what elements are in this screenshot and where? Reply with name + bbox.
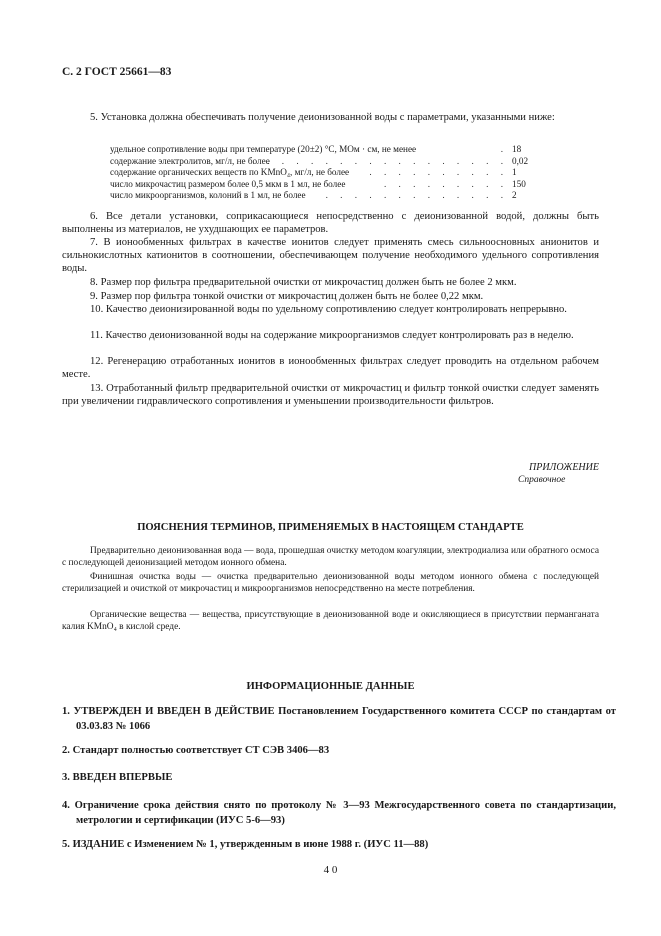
param-label: удельное сопротивление воды при температуре (20±2) °C, МОм · см, не менее [110, 144, 417, 154]
appendix-subtitle: Справочное [518, 475, 566, 485]
clause-11: 11. Качество деионизованной воды на содержание микроорганизмов следует контролировать раз в неделю. [90, 330, 574, 341]
term-definition: Предварительно деионизованная вода — вода, прошедшая очистку методом коагуляции, электродиализа или обратного осмоса с последующей деионизацией методом ионного обмена. [62, 546, 599, 568]
clause-13: 13. Отработанный фильтр предварительной очистки от микрочастиц и фильтр тонкой очистки следует заменять при увеличении гидравлического сопротивления и уменьшении производительности фильтров. [62, 383, 599, 408]
clause-5: 5. Установка должна обеспечивать получение деионизованной воды с параметрами, указанными ниже: [90, 112, 555, 123]
param-label: число микроорганизмов, колоний в 1 мл, не более [110, 190, 306, 201]
info-item-2: 2. Стандарт полностью соответствует СТ СЭВ 3406—83 [62, 745, 330, 756]
terms-heading: ПОЯСНЕНИЯ ТЕРМИНОВ, ПРИМЕНЯЕМЫХ В НАСТОЯЩЕМ СТАНДАРТЕ [137, 522, 524, 533]
info-item-1: 1. УТВЕРЖДЕН И ВВЕДЕН В ДЕЙСТВИЕ Постановлением Государственного комитета СССР по стандартам от 03.03.83 № 1066 [62, 706, 616, 732]
param-label: число микрочастиц размером более 0,5 мкм в 1 мл, не более [110, 178, 346, 189]
parameters-list [110, 144, 550, 202]
info-item-5: 5. ИЗДАНИЕ с Изменением № 1, утвержденным в июне 1988 г. (ИУС 11—88) [62, 839, 429, 850]
param-label: содержание электролитов, мг/л, не более [110, 155, 270, 166]
page-header: С. 2 ГОСТ 25661—83 [62, 66, 172, 78]
leader-dots: . [500, 144, 508, 154]
param-row [110, 190, 550, 202]
info-heading: ИНФОРМАЦИОННЫЕ ДАННЫЕ [246, 681, 415, 692]
param-value: 150 [512, 178, 526, 189]
info-item-3: 3. ВВЕДЕН ВПЕРВЫЕ [62, 772, 173, 783]
leader-dots: . . . . . . . . . . . . . . . . . . [252, 155, 508, 166]
param-value: 1 [512, 167, 517, 178]
term-definition: Финишная очистка воды — очистка предварительно деионизованной воды методом ионного обмена с последующей стерилизацией и очисткой от микрочастиц и микроорганизмов непосредственно на месте потребления. [62, 572, 599, 594]
param-label: содержание органических веществ по KMnO₄, мг/л, не более [110, 167, 350, 178]
param-row [110, 156, 550, 168]
param-row [110, 179, 550, 191]
clause-10: 10. Качество деионизированной воды по удельному сопротивлению следует контролировать непрерывно. [90, 304, 567, 315]
leader-dots: . . . . . . . . . . . . . [325, 190, 508, 201]
param-row [110, 144, 550, 156]
page-number: 4 0 [323, 864, 338, 876]
info-item-4: 4. Ограничение срока действия снято по протоколу № 3—93 Межгосударственного совета по стандартизации, метрологии и сертификации (ИУС 5-6—93) [62, 800, 616, 826]
clause-7: 7. В ионообменных фильтрах в качестве ионитов следует применять смесь сильноосновных анионитов и сильнокислотных катионитов в соотношении, обеспечивающем получение необходимого удельного сопротивления воды. [62, 237, 599, 275]
clause-8: 8. Размер пор фильтра предварительной очистки от микрочастиц должен быть не более 2 мкм. [90, 277, 517, 288]
param-row [110, 167, 550, 179]
clause-9: 9. Размер пор фильтра тонкой очистки от микрочастиц должен быть не более 0,22 мкм. [90, 291, 484, 302]
leader-dots: . . . . . . . . . [383, 178, 508, 189]
param-value: 2 [512, 190, 517, 201]
leader-dots: . . . . . . . . . . [369, 167, 508, 178]
clause-12: 12. Регенерацию отработанных ионитов в ионообменных фильтрах следует проводить на отдельном рабочем месте. [62, 356, 599, 381]
appendix-title: ПРИЛОЖЕНИЕ [529, 462, 599, 473]
param-value: 0,02 [512, 155, 529, 166]
param-value: 18 [512, 144, 522, 154]
clause-6: 6. Все детали установки, соприкасающиеся непосредственно с деионизованной водой, должны быть выполнены из материалов, не ухудшающих ее параметров. [62, 211, 599, 236]
term-definition: Органические вещества — вещества, присутствующие в деионизованной воде и окисляющиеся в присутствии перманганата калия KMnO₄ в кислой среде. [62, 610, 599, 632]
